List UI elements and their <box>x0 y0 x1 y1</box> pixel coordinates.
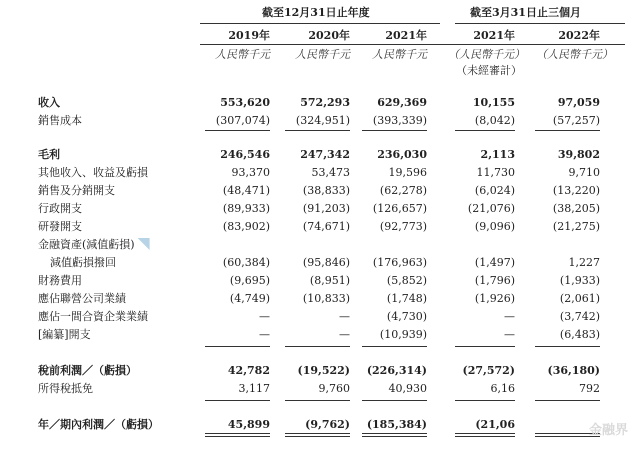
table-cell: (4,730) <box>386 310 427 323</box>
table-cell: — <box>259 328 270 341</box>
row-label: 稅前利潤／（虧損） <box>38 364 137 377</box>
table-cell: (8,042) <box>474 114 515 127</box>
table-cell: (27,572) <box>462 364 515 377</box>
table-rule <box>362 400 427 401</box>
table-cell: (9,695) <box>229 274 270 287</box>
table-cell: (91,203) <box>302 202 350 215</box>
table-cell: 553,620 <box>220 96 270 109</box>
table-cell: 792 <box>579 382 600 395</box>
table-cell: (10,939) <box>379 328 427 341</box>
table-cell: (83,902) <box>222 220 270 233</box>
table-cell: (324,951) <box>295 114 350 127</box>
table-cell: (38,205) <box>552 202 600 215</box>
table-cell: (10,833) <box>302 292 350 305</box>
row-label: 行政開支 <box>38 202 82 215</box>
table-cell: (21,06 <box>475 418 515 431</box>
table-rule <box>205 346 270 347</box>
table-cell: 247,342 <box>300 148 350 161</box>
table-rule <box>362 346 427 347</box>
table-rule <box>535 400 600 401</box>
row-label: 其他收入、收益及虧損 <box>38 166 148 179</box>
row-label: 財務費用 <box>38 274 82 287</box>
row-label: 所得稅抵免 <box>38 382 93 395</box>
row-label: 銷售及分銷開支 <box>38 184 115 197</box>
table-cell: (126,657) <box>372 202 427 215</box>
table-rule <box>535 346 600 347</box>
row-label: 應佔聯營公司業績 <box>38 292 126 305</box>
table-cell: 39,802 <box>557 148 600 161</box>
table-cell: 246,546 <box>220 148 270 161</box>
table-rule <box>455 130 515 131</box>
table-cell: (21,275) <box>552 220 600 233</box>
table-cell: (8,951) <box>309 274 350 287</box>
col-unit-5: （人民幣千元） <box>536 48 613 61</box>
row-label: 減值虧損撥回 <box>50 256 116 269</box>
col-year-3: 2021年 <box>385 29 427 42</box>
row-label: [編纂]開支 <box>38 328 91 341</box>
table-cell: (57,257) <box>552 114 600 127</box>
table-cell: 1,227 <box>568 256 600 269</box>
table-rule <box>362 436 427 437</box>
table-cell: 6,16 <box>490 382 515 395</box>
table-cell: (60,384) <box>222 256 270 269</box>
col-unit-2: 人民幣千元 <box>295 48 350 61</box>
table-rule <box>205 400 270 401</box>
table-cell: (92,773) <box>379 220 427 233</box>
table-rule <box>285 130 350 131</box>
table-cell: (4,749) <box>229 292 270 305</box>
col-unit-3: 人民幣千元 <box>372 48 427 61</box>
table-cell: 9,760 <box>318 382 350 395</box>
table-cell: (6,483) <box>559 328 600 341</box>
col-year-4: 2021年 <box>473 29 515 42</box>
header-quarter-rule <box>455 23 625 24</box>
table-rule <box>455 433 515 434</box>
col-year-2: 2020年 <box>308 29 350 42</box>
table-cell: 629,369 <box>377 96 427 109</box>
table-cell: (89,933) <box>222 202 270 215</box>
table-cell: 2,113 <box>480 148 515 161</box>
table-cell: — <box>259 310 270 323</box>
table-rule <box>455 436 515 437</box>
table-cell: 45,899 <box>227 418 270 431</box>
row-label: 研發開支 <box>38 220 82 233</box>
table-cell: (95,846) <box>302 256 350 269</box>
row-label: 毛利 <box>38 148 60 161</box>
table-cell: (1,796) <box>474 274 515 287</box>
unaudited-note: （未經審計） <box>456 64 522 77</box>
table-cell: (6,024) <box>474 184 515 197</box>
table-cell: (19,522) <box>297 364 350 377</box>
table-cell: (36,180) <box>547 364 600 377</box>
table-cell: (62,278) <box>379 184 427 197</box>
table-rule <box>455 400 515 401</box>
table-cell: 19,596 <box>388 166 427 179</box>
year-rule <box>200 44 625 45</box>
table-cell: (1,748) <box>386 292 427 305</box>
header-quarter-group: 截至3月31日止三個月 <box>470 6 581 19</box>
table-cell: (13,220) <box>552 184 600 197</box>
row-label: 銷售成本 <box>38 114 82 127</box>
table-rule <box>205 436 270 437</box>
row-label: 收入 <box>38 96 60 109</box>
table-rule <box>455 346 515 347</box>
table-cell: 236,030 <box>377 148 427 161</box>
table-cell: (2,061) <box>559 292 600 305</box>
table-rule <box>205 130 270 131</box>
table-cell: (9,096) <box>474 220 515 233</box>
table-cell: (74,671) <box>302 220 350 233</box>
table-cell: (3,742) <box>559 310 600 323</box>
table-cell: — <box>504 328 515 341</box>
table-cell: (185,384) <box>366 418 427 431</box>
table-cell: — <box>504 310 515 323</box>
table-rule <box>285 400 350 401</box>
col-unit-1: 人民幣千元 <box>215 48 270 61</box>
table-cell: 3,117 <box>238 382 270 395</box>
col-year-5: 2022年 <box>558 29 600 42</box>
table-cell: (176,963) <box>372 256 427 269</box>
row-label: 年／期內利潤／（虧損） <box>38 418 159 431</box>
table-cell: 97,059 <box>557 96 600 109</box>
table-cell: 9,710 <box>568 166 600 179</box>
table-cell: (1,926) <box>474 292 515 305</box>
table-cell: (21,076) <box>467 202 515 215</box>
table-cell: (1,933) <box>559 274 600 287</box>
row-label: 金融資產(減值虧損) <box>38 238 150 251</box>
table-cell: 572,293 <box>300 96 350 109</box>
table-cell: 93,370 <box>231 166 270 179</box>
table-rule <box>362 130 427 131</box>
table-cell: (9,762) <box>305 418 350 431</box>
watermark-logo: 金融界 <box>588 423 628 438</box>
table-cell: (5,852) <box>386 274 427 287</box>
table-cell: 53,473 <box>311 166 350 179</box>
table-cell: (1,497) <box>474 256 515 269</box>
table-cell: (393,339) <box>372 114 427 127</box>
header-year-rule <box>200 23 440 24</box>
header-year-group: 截至12月31日止年度 <box>262 6 370 19</box>
row-label: 應佔一間合資企業業績 <box>38 310 148 323</box>
table-cell: (226,314) <box>366 364 427 377</box>
table-rule <box>285 346 350 347</box>
annotation-icon <box>138 238 150 250</box>
table-rule <box>285 433 350 434</box>
table-cell: (307,074) <box>215 114 270 127</box>
table-rule <box>285 436 350 437</box>
table-rule <box>205 433 270 434</box>
table-cell: 40,930 <box>388 382 427 395</box>
table-cell: (48,471) <box>222 184 270 197</box>
table-cell: — <box>339 310 350 323</box>
table-cell: — <box>339 328 350 341</box>
table-rule <box>535 130 600 131</box>
table-rule <box>362 433 427 434</box>
table-cell: 42,782 <box>227 364 270 377</box>
table-cell: 10,155 <box>472 96 515 109</box>
col-unit-4: （人民幣千元） <box>448 48 525 61</box>
table-cell: (38,833) <box>302 184 350 197</box>
table-cell: 11,730 <box>476 166 515 179</box>
col-year-1: 2019年 <box>228 29 270 42</box>
